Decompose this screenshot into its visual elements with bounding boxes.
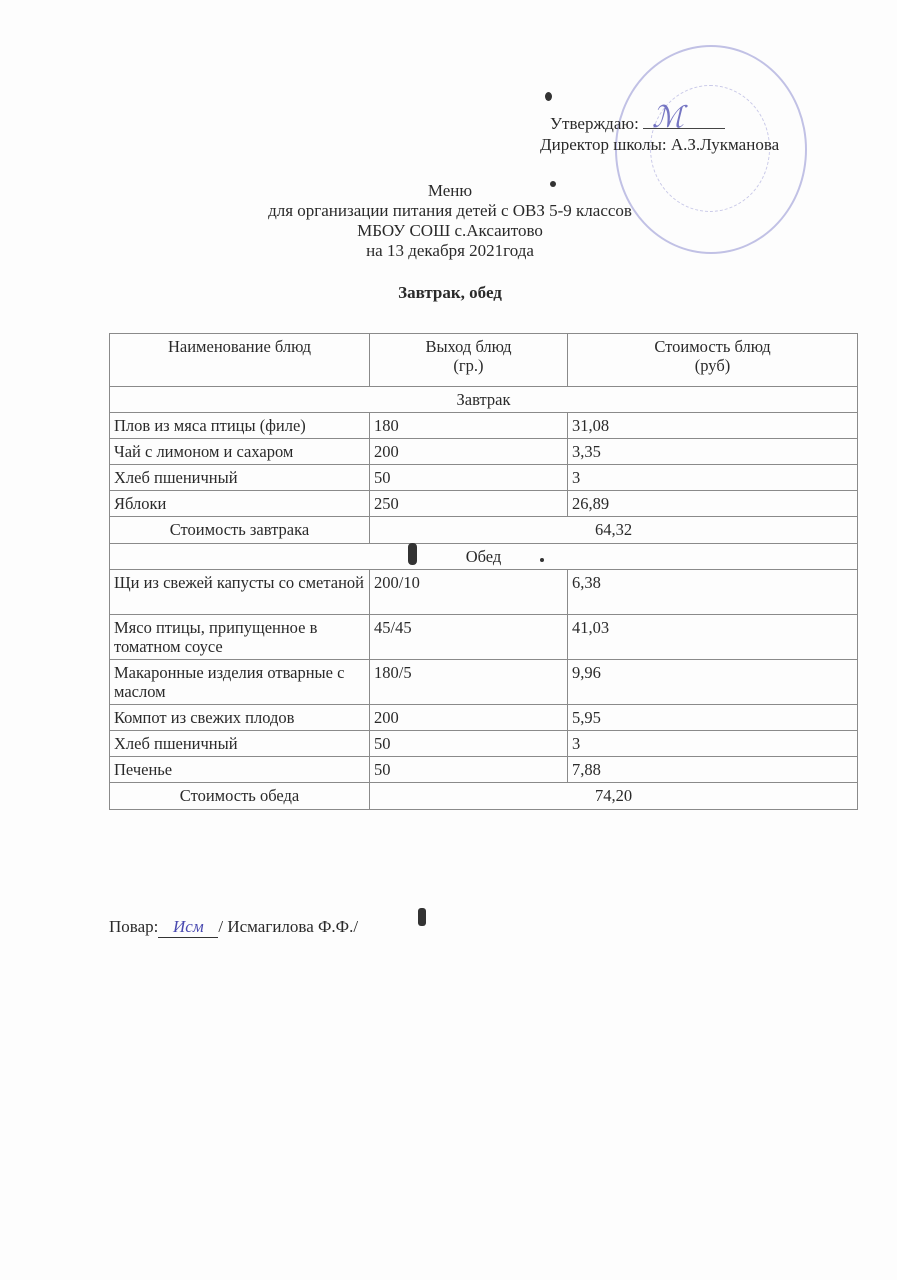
scan-speck [418, 908, 426, 926]
table-row: Яблоки 250 26,89 [110, 491, 858, 517]
scan-speck [545, 92, 552, 101]
section-breakfast: Завтрак [110, 387, 858, 413]
table-row: Плов из мяса птицы (филе) 180 31,08 [110, 413, 858, 439]
scan-speck [550, 181, 556, 187]
table-row: Мясо птицы, припущенное в томатном соусе 45/45 41,03 [110, 615, 858, 660]
cook-signature-block [109, 917, 358, 938]
section-lunch: Обед [110, 544, 858, 570]
approval-label: Утверждаю: [550, 114, 639, 133]
director-line: Директор школы: А.З.Лукманова [540, 135, 780, 154]
title-line-4: на 13 декабря 2021года [366, 241, 534, 260]
scan-speck [408, 543, 417, 565]
breakfast-total-row [110, 517, 858, 544]
table-row: Компот из свежих плодов 200 5,95 [110, 705, 858, 731]
cook-label: Повар: [109, 917, 159, 936]
table-row: Чай с лимоном и сахаром 200 3,35 [110, 439, 858, 465]
cook-name: / Исмагилова Ф.Ф./ [218, 917, 359, 936]
breakfast-total-label: Стоимость завтрака [110, 517, 370, 544]
scan-speck [540, 558, 544, 562]
document-title [200, 181, 700, 261]
column-header-name: Наименование блюд [110, 334, 370, 387]
table-row: Хлеб пшеничный 50 3 [110, 465, 858, 491]
lunch-total-value: 74,20 [370, 783, 858, 810]
column-header-cost: Стоимость блюд (руб) [568, 334, 858, 387]
director-signature: ℳ [652, 101, 685, 134]
table-row: Печенье 50 7,88 [110, 757, 858, 783]
breakfast-total-value: 64,32 [370, 517, 858, 544]
title-line-3: МБОУ СОШ с.Аксаитово [357, 221, 543, 240]
column-header-yield: Выход блюд (гр.) [370, 334, 568, 387]
signature-line [643, 114, 725, 129]
table-row: Щи из свежей капусты со сметаной 200/10 6,38 [110, 570, 858, 615]
lunch-total-row [110, 783, 858, 810]
title-line-1: Меню [427, 181, 473, 200]
menu-table [109, 333, 858, 810]
lunch-total-label: Стоимость обеда [110, 783, 370, 810]
table-header-row [110, 334, 858, 387]
meal-subtitle: Завтрак, обед [398, 283, 502, 302]
title-line-2: для организации питания детей с ОВЗ 5-9 классов [268, 201, 632, 220]
table-row: Хлеб пшеничный 50 3 [110, 731, 858, 757]
table-row: Макаронные изделия отварные с маслом 180/5 9,96 [110, 660, 858, 705]
cook-signature: Исм [158, 917, 218, 938]
approval-block [540, 113, 779, 155]
